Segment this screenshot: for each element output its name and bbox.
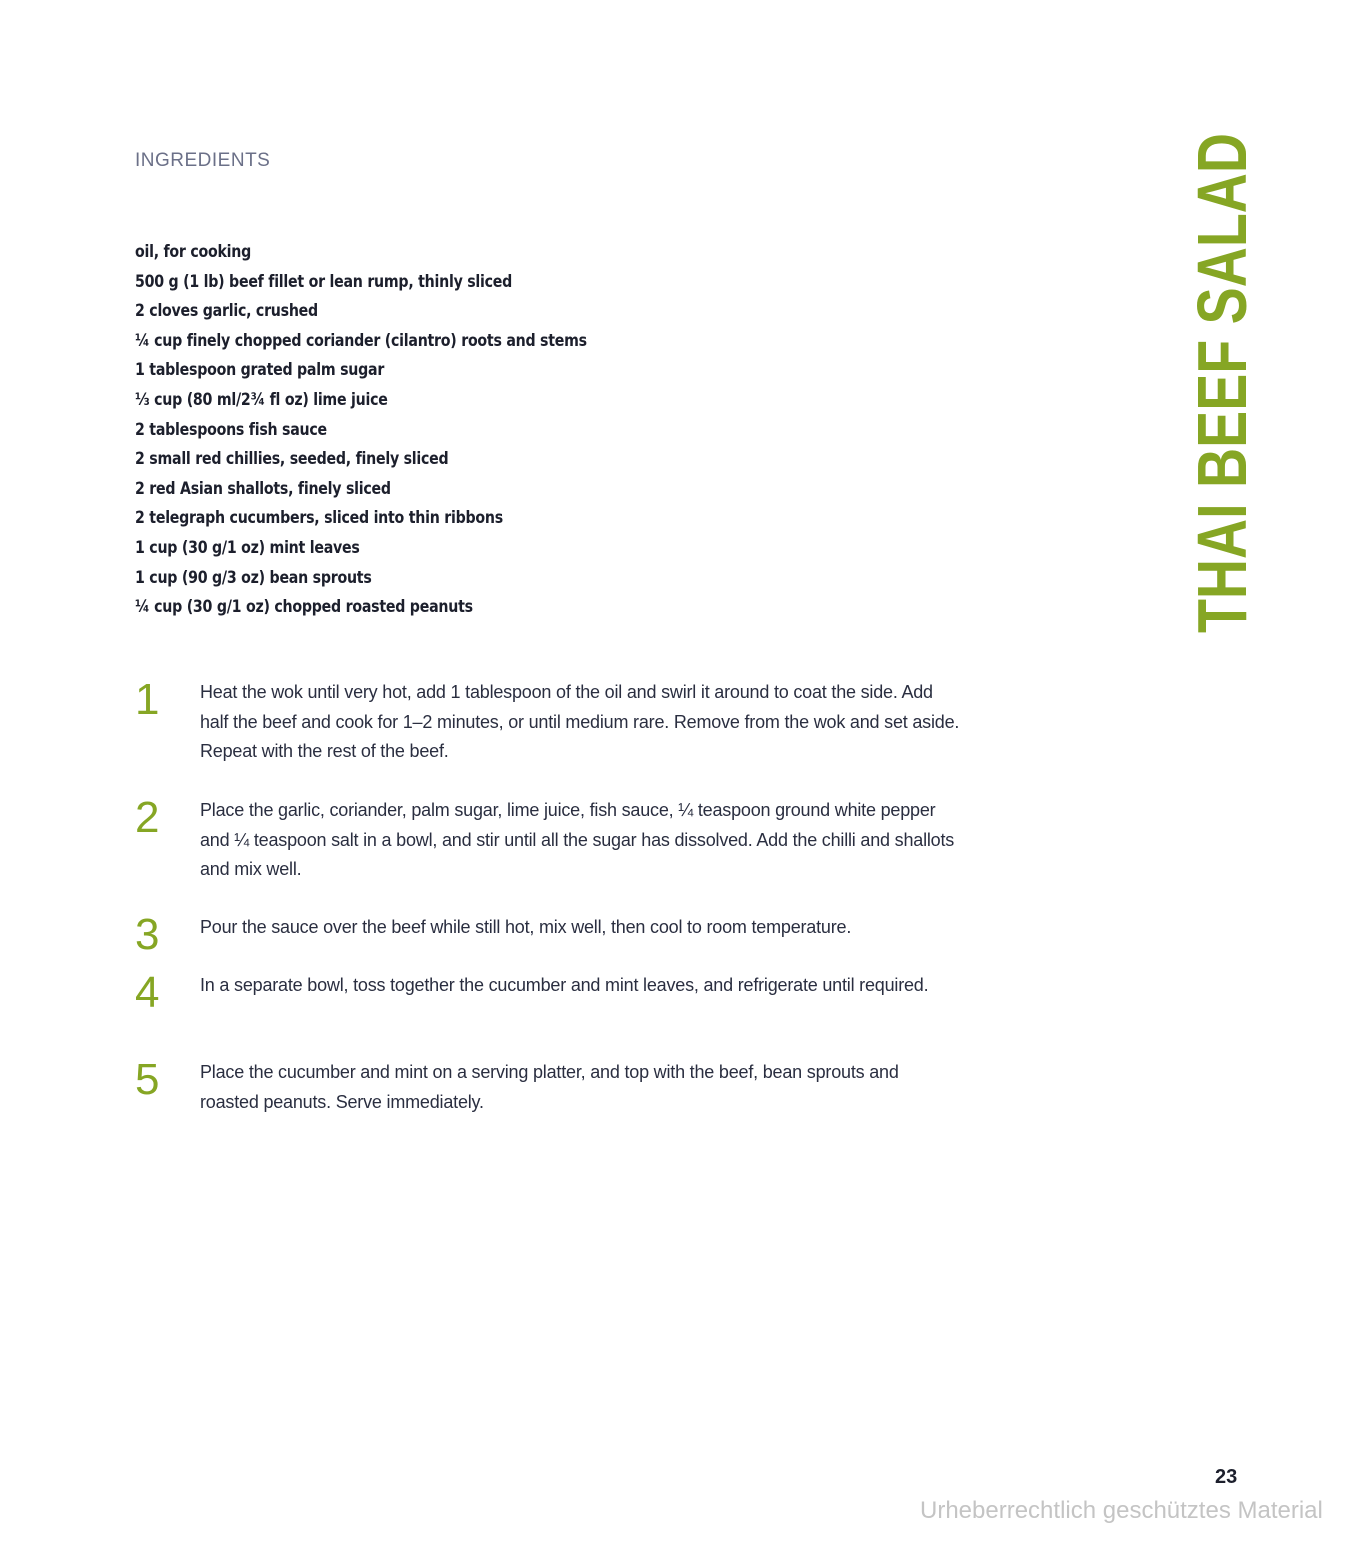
step-text: In a separate bowl, toss together the cucumber and mint leaves, and refrigerate until required. <box>200 975 929 995</box>
step-number: 2 <box>135 793 160 842</box>
copyright-watermark: Urheberrechtlich geschütztes Material <box>920 1497 1323 1524</box>
step-number: 3 <box>135 910 160 959</box>
step-number: 4 <box>135 968 160 1017</box>
step-text: Place the garlic, coriander, palm sugar, lime juice, fish sauce, ¼ teaspoon ground white pepper and ¼ teaspoon salt in a bowl, and stir until all the sugar has dissolved. Add the chilli and shallots and mix well. <box>200 800 955 879</box>
step-number: 1 <box>135 675 160 724</box>
ingredient-item: 1 cup (90 g/3 oz) bean sprouts <box>135 567 372 587</box>
recipe-title-text: THAI BEEF SALAD <box>1183 3 1261 633</box>
ingredient-item: 2 tablespoons fish sauce <box>135 419 327 439</box>
step-number: 5 <box>135 1055 160 1104</box>
ingredient-item: 2 telegraph cucumbers, sliced into thin ribbons <box>135 508 503 528</box>
ingredient-item: 1 tablespoon grated palm sugar <box>135 360 385 380</box>
ingredient-item: ¼ cup (30 g/1 oz) chopped roasted peanuts <box>135 597 473 617</box>
ingredient-item: 1 cup (30 g/1 oz) mint leaves <box>135 537 360 557</box>
ingredients-heading: INGREDIENTS <box>135 150 271 171</box>
ingredient-item: ⅓ cup (80 ml/2¾ fl oz) lime juice <box>135 389 388 409</box>
ingredient-list <box>135 237 660 622</box>
ingredient-item: 500 g (1 lb) beef fillet or lean rump, thinly sliced <box>135 271 513 291</box>
step-text: Place the cucumber and mint on a serving platter, and top with the beef, bean sprouts and roasted peanuts. Serve immediately. <box>200 1062 899 1112</box>
ingredient-item: 2 red Asian shallots, finely sliced <box>135 478 391 498</box>
page-number: 23 <box>1215 1466 1238 1488</box>
ingredient-item: oil, for cooking <box>135 242 252 261</box>
step-text: Pour the sauce over the beef while still hot, mix well, then cool to room temperature. <box>200 917 852 937</box>
ingredient-item: ¼ cup finely chopped coriander (cilantro) roots and stems <box>135 330 587 350</box>
step-text: Heat the wok until very hot, add 1 tablespoon of the oil and swirl it around to coat the side. Add half the beef and cook for 1–2 minutes, or until medium rare. Remove from the wok and set aside. Repeat with the rest of the beef. <box>200 682 960 761</box>
ingredient-item: 2 small red chillies, seeded, finely sliced <box>135 449 449 469</box>
ingredient-item: 2 cloves garlic, crushed <box>135 301 318 321</box>
recipe-title <box>1183 3 1261 638</box>
